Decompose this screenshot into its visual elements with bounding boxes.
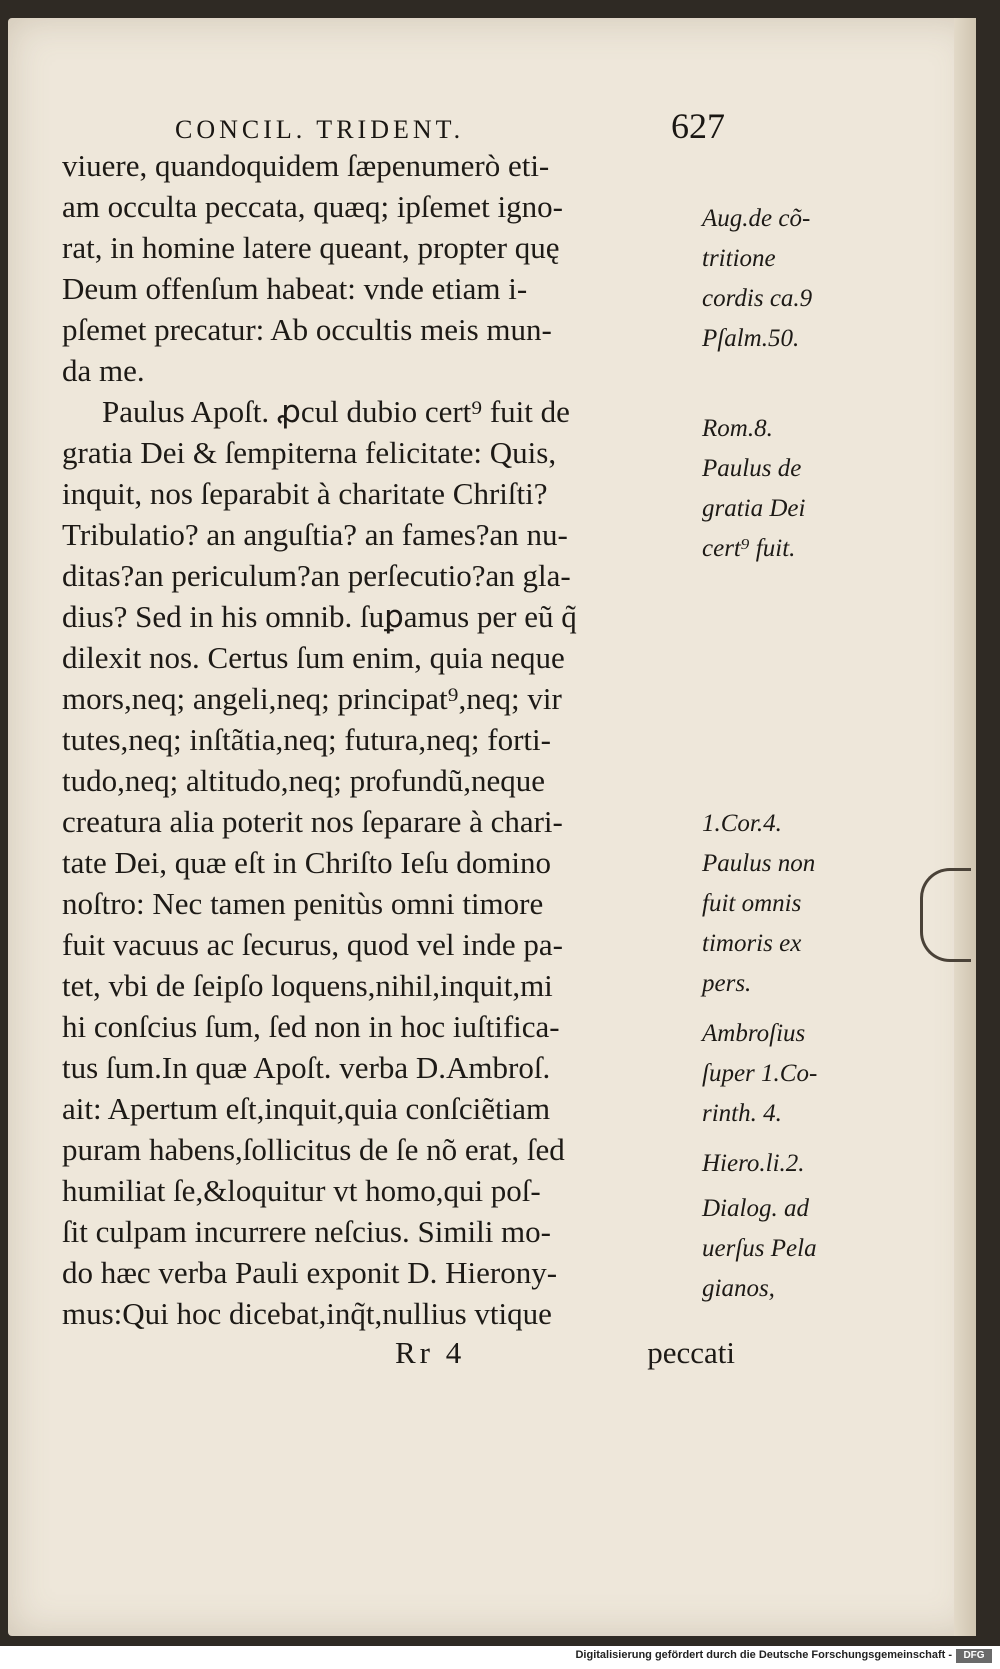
text-line: Deum offenſum habeat: vnde etiam i-: [62, 271, 528, 306]
text-line: noſtro: Nec tamen penitùs omni timore: [62, 886, 544, 921]
text-line: ait: Apertum eſt,inquit,quia conſciẽtiam: [62, 1091, 551, 1126]
text-line: rat, in homine latere queant, propter quę: [62, 230, 560, 265]
text-line: viuere, quandoquidem ſæpenumerò eti-: [62, 148, 550, 183]
text-line: tate Dei, quæ eſt in Chriſto Ieſu domino: [62, 845, 552, 880]
text-line: dius? Sed in his omnib. ſuꝑamus per eũ q̃: [62, 599, 577, 634]
margin-note: timoris ex: [702, 930, 802, 957]
margin-note: Paulus de: [702, 455, 802, 482]
text-line: pſemet precatur: Ab occultis meis mun-: [62, 312, 552, 347]
margin-note: Pſalm.50.: [702, 325, 800, 352]
text-line: ſit culpam incurrere neſcius. Simili mo-: [62, 1214, 551, 1249]
margin-note: 1.Cor.4.: [702, 810, 782, 837]
text-line: hi conſcius ſum, ſed non in hoc iuſtifica-: [62, 1009, 560, 1044]
text-line: humiliat ſe,&loquitur vt homo,qui poſ-: [62, 1173, 541, 1208]
signature-mark: Rr 4: [395, 1335, 466, 1370]
text-line: inquit, nos ſeparabit à charitate Chriſti?: [62, 476, 548, 511]
bookmark-ribbon: [920, 868, 971, 962]
margin-note: Paulus non: [702, 850, 816, 877]
page-edge: [954, 18, 976, 1636]
margin-note: gratia Dei: [702, 495, 806, 522]
text-line: da me.: [62, 353, 145, 388]
text-line: tus ſum.In quæ Apoſt. verba D.Ambroſ.: [62, 1050, 551, 1085]
funding-credit: Digitalisierung gefördert durch die Deutsche Forschungsgemeinschaft -: [575, 1649, 952, 1661]
text-line: tet, vbi de ſeipſo loquens,nihil,inquit,mi: [62, 968, 553, 1003]
text-line: mus:Qui hoc dicebat,inq̃t,nullius vtique: [62, 1296, 552, 1331]
page-footer: [395, 1335, 735, 1385]
text-line: dilexit nos. Certus ſum enim, quia neque: [62, 640, 565, 675]
page-number: 627: [671, 106, 725, 146]
text-line: tutes,neq; inſtãtia,neq; futura,neq; forti-: [62, 722, 551, 757]
text-line: creatura alia poterit nos ſeparare à chari-: [62, 804, 563, 839]
margin-note: ſuper 1.Co-: [702, 1060, 818, 1087]
main-text-block: [62, 145, 742, 1334]
text-line: fuit vacuus ac ſecurus, quod vel inde pa-: [62, 927, 563, 962]
margin-note: pers.: [702, 970, 752, 997]
running-head: CONCIL. TRIDENT.: [175, 115, 465, 144]
text-line: do hæc verba Pauli exponit D. Hierony-: [62, 1255, 558, 1290]
margin-note: Hiero.li.2.: [702, 1150, 805, 1177]
text-line: gratia Dei & ſempiterna felicitate: Quis,: [62, 435, 557, 470]
text-line: Paulus Apoſt. ꝓcul dubio cert⁹ fuit de: [102, 394, 570, 429]
dfg-logo: DFG: [956, 1649, 992, 1663]
text-line: Tribulatio? an anguſtia? an fames?an nu-: [62, 517, 568, 552]
margin-note: Aug.de cõ-: [702, 205, 811, 232]
text-line: ditas?an periculum?an perſecutio?an gla-: [62, 558, 571, 593]
margin-note: uerſus Pela: [702, 1235, 817, 1262]
margin-note: Rom.8.: [702, 415, 773, 442]
text-line: am occulta peccata, quæq; ipſemet igno-: [62, 189, 563, 224]
margin-note: rinth. 4.: [702, 1100, 782, 1127]
margin-note: cordis ca.9: [702, 285, 813, 312]
credit-bar: [0, 1646, 1000, 1669]
margin-note: fuit omnis: [702, 890, 802, 917]
margin-note: Ambroſius: [702, 1020, 806, 1047]
margin-note: gianos,: [702, 1275, 775, 1302]
margin-note: Dialog. ad: [702, 1195, 809, 1222]
text-line: mors,neq; angeli,neq; principat⁹,neq; vir: [62, 681, 562, 716]
catchword: peccati: [647, 1335, 735, 1370]
margin-note: tritione: [702, 245, 776, 272]
text-line: puram habens,ſollicitus de ſe nõ erat, ſed: [62, 1132, 565, 1167]
text-line: tudo,neq; altitudo,neq; profundũ,neque: [62, 763, 545, 798]
margin-note: cert⁹ fuit.: [702, 535, 796, 562]
